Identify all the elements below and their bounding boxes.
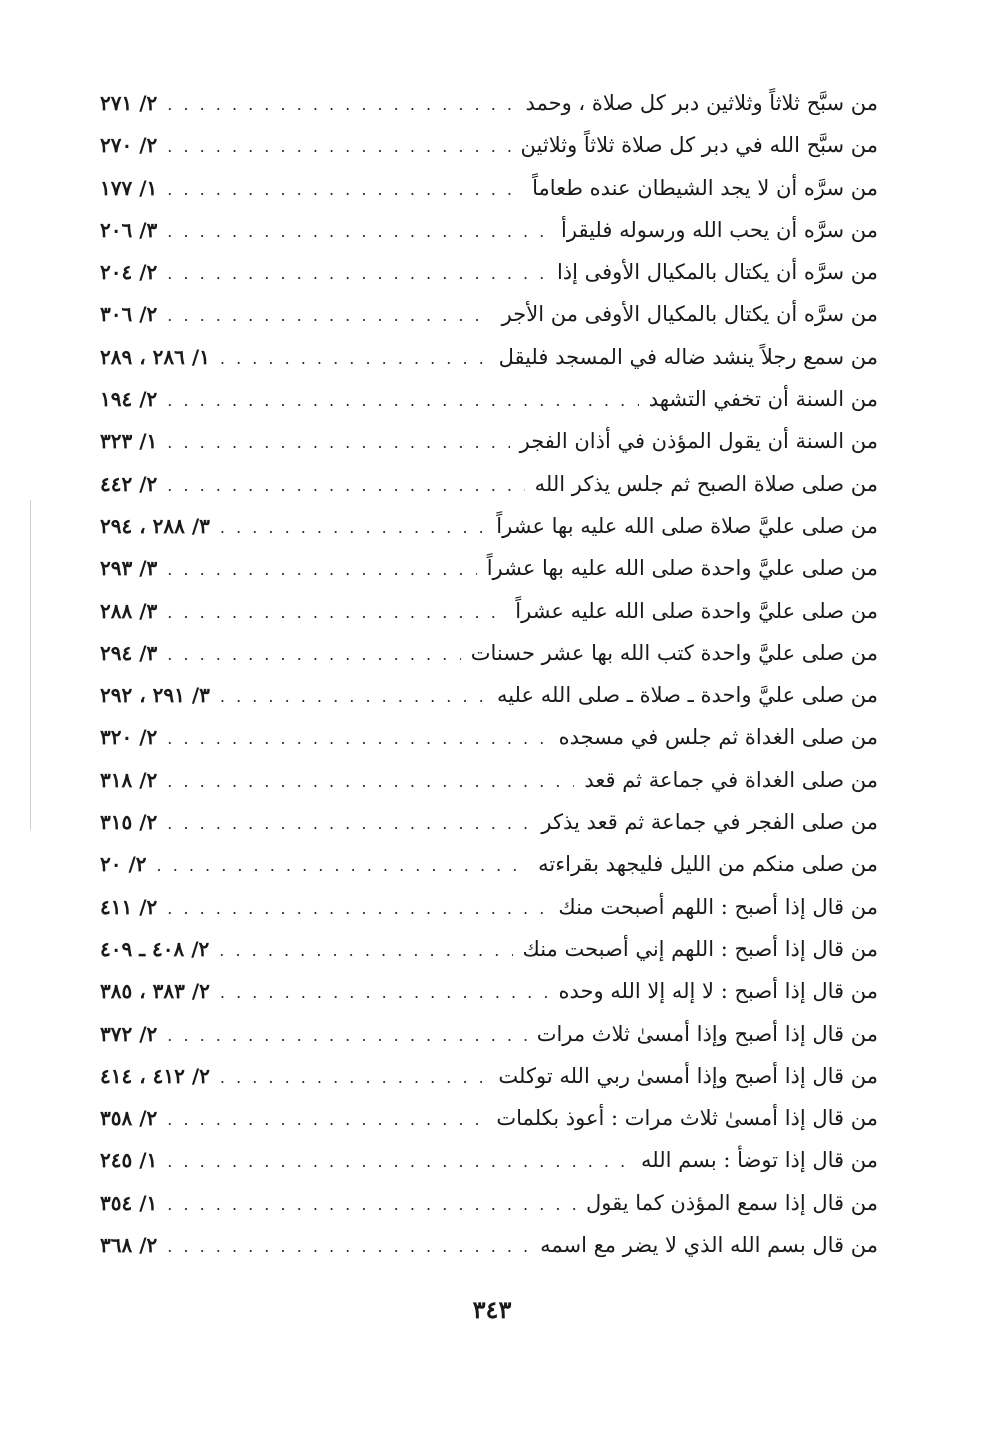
entry-reference: ١/ ٣٥٤ bbox=[100, 1190, 158, 1215]
entry-text: من صلى عليَّ صلاة صلى الله عليه بها عشراً bbox=[496, 513, 878, 538]
dot-leader bbox=[167, 761, 574, 801]
entry-reference: ١/ ٣٢٣ bbox=[100, 429, 158, 454]
index-entry bbox=[100, 1055, 878, 1097]
entry-reference: ٣/ ٢٠٦ bbox=[100, 217, 158, 242]
entry-reference: ٢/ ٣٥٨ bbox=[100, 1106, 158, 1131]
entry-reference: ٢/ ١٩٤ bbox=[100, 387, 158, 412]
entry-text: من قال إذا أصبح : اللهم إني أصبحت منك bbox=[522, 936, 878, 961]
entry-reference: ٢/ ٣٢٠ bbox=[100, 725, 158, 750]
index-entry bbox=[100, 632, 878, 674]
entry-text: من قال إذا أصبح وإذا أمسىٰ ثلاث مرات bbox=[536, 1021, 878, 1046]
index-entry bbox=[100, 547, 878, 589]
dot-leader bbox=[167, 634, 460, 674]
entry-text: من صلى الفجر في جماعة ثم قعد يذكر bbox=[541, 810, 878, 835]
page-number: ٣٤٣ bbox=[472, 1295, 512, 1324]
entry-reference: ١/ ١٧٧ bbox=[100, 175, 158, 200]
entry-text: من السنة أن تخفي التشهد bbox=[648, 387, 878, 412]
entry-reference: ٢/ ٤٤٢ bbox=[100, 471, 158, 496]
index-entry bbox=[100, 674, 878, 716]
index-entry bbox=[100, 124, 878, 166]
dot-leader bbox=[167, 1226, 530, 1266]
entry-text: من سرَّه أن يكتال بالمكيال الأوفى من الأجر bbox=[501, 302, 878, 327]
dot-leader bbox=[219, 930, 512, 970]
entry-text: من صلى عليَّ واحدة صلى الله عليه بها عشراً bbox=[486, 556, 878, 581]
index-entry bbox=[100, 886, 878, 928]
dot-leader bbox=[167, 295, 491, 335]
entry-text: من قال بسم الله الذي لا يضر مع اسمه bbox=[540, 1233, 878, 1258]
dot-leader bbox=[167, 126, 510, 166]
index-entry bbox=[100, 801, 878, 843]
entry-text: من صلى الغداة في جماعة ثم قعد bbox=[584, 767, 878, 792]
index-entry bbox=[100, 336, 878, 378]
hadith-index-list bbox=[100, 82, 878, 1266]
entry-text: من صلى صلاة الصبح ثم جلس يذكر الله bbox=[534, 471, 878, 496]
dot-leader bbox=[167, 84, 515, 124]
dot-leader bbox=[220, 338, 489, 378]
entry-text: من سرَّه أن لا يجد الشيطان عنده طعاماً bbox=[532, 175, 878, 200]
entry-text: من سبَّح الله في دبر كل صلاة ثلاثاً وثلاثين bbox=[520, 133, 878, 158]
index-entry bbox=[100, 1139, 878, 1181]
dot-leader bbox=[167, 888, 548, 928]
entry-reference: ٢/ ٣١٥ bbox=[100, 810, 158, 835]
entry-text: من صلى الغداة ثم جلس في مسجده bbox=[558, 725, 878, 750]
entry-reference: ٢/ ٣٦٨ bbox=[100, 1233, 158, 1258]
dot-leader bbox=[167, 592, 505, 632]
dot-leader bbox=[167, 1099, 486, 1139]
entry-text: من صلى عليَّ واحدة ـ صلاة ـ صلى الله عليه bbox=[496, 683, 878, 708]
entry-text: من قال إذا أصبح وإذا أمسىٰ ربي الله توكلت bbox=[498, 1063, 878, 1088]
entry-text: من صلى منكم من الليل فليجهد بقراءته bbox=[538, 852, 878, 877]
entry-reference: ٢/ ٢٧٠ bbox=[100, 133, 158, 158]
dot-leader bbox=[167, 253, 547, 293]
index-entry bbox=[100, 590, 878, 632]
index-entry bbox=[100, 378, 878, 420]
dot-leader bbox=[167, 422, 509, 462]
entry-reference: ٢/ ٤١٢ ، ٤١٤ bbox=[100, 1063, 210, 1088]
entry-reference: ٢/ ٣١٨ bbox=[100, 767, 158, 792]
entry-text: من صلى عليَّ واحدة صلى الله عليه عشراً bbox=[515, 598, 878, 623]
entry-reference: ٢/ ٤١١ bbox=[100, 894, 158, 919]
dot-leader bbox=[220, 676, 487, 716]
index-entry bbox=[100, 167, 878, 209]
dot-leader bbox=[157, 845, 529, 885]
entry-text: من قال إذا أصبح : اللهم أصبحت منك bbox=[558, 894, 878, 919]
index-entry bbox=[100, 1224, 878, 1266]
dot-leader bbox=[167, 380, 638, 420]
entry-text: من قال إذا سمع المؤذن كما يقول bbox=[585, 1190, 878, 1215]
entry-reference: ٣/ ٢٩٣ bbox=[100, 556, 158, 581]
entry-reference: ٢/ ٤٠٨ ـ ٤٠٩ bbox=[100, 936, 210, 961]
dot-leader bbox=[220, 1057, 489, 1097]
index-entry bbox=[100, 1097, 878, 1139]
gutter-line bbox=[30, 500, 31, 830]
entry-reference: ٣/ ٢٨٨ ، ٢٩٤ bbox=[100, 513, 210, 538]
dot-leader bbox=[167, 549, 476, 589]
dot-leader bbox=[167, 1184, 576, 1224]
dot-leader bbox=[167, 211, 551, 251]
entry-reference: ٢/ ٢٠ bbox=[100, 852, 147, 877]
index-entry bbox=[100, 505, 878, 547]
index-entry bbox=[100, 420, 878, 462]
entry-text: من السنة أن يقول المؤذن في أذان الفجر bbox=[519, 429, 878, 454]
entry-reference: ١/ ٢٨٦ ، ٢٨٩ bbox=[100, 344, 210, 369]
index-entry bbox=[100, 716, 878, 758]
entry-reference: ٢/ ٢٠٤ bbox=[100, 260, 158, 285]
entry-reference: ٢/ ٣٠٦ bbox=[100, 302, 158, 327]
dot-leader bbox=[220, 972, 549, 1012]
entry-reference: ٢/ ٣٧٢ bbox=[100, 1021, 158, 1046]
index-entry bbox=[100, 293, 878, 335]
dot-leader bbox=[167, 1015, 526, 1055]
entry-reference: ٣/ ٢٩١ ، ٢٩٢ bbox=[100, 683, 210, 708]
dot-leader bbox=[167, 718, 548, 758]
entry-reference: ٣/ ٢٨٨ bbox=[100, 598, 158, 623]
entry-reference: ٢/ ٢٧١ bbox=[100, 91, 158, 115]
index-entry bbox=[100, 251, 878, 293]
index-entry bbox=[100, 843, 878, 885]
entry-text: من سرَّه أن يكتال بالمكيال الأوفى إذا bbox=[556, 260, 878, 285]
index-entry bbox=[100, 970, 878, 1012]
entry-text: من سبَّح ثلاثاً وثلاثين دبر كل صلاة ، وحمد bbox=[525, 91, 878, 115]
entry-text: من قال إذا أصبح : لا إله إلا الله وحده bbox=[558, 979, 878, 1004]
index-entry bbox=[100, 759, 878, 801]
index-entry bbox=[100, 463, 878, 505]
entry-text: من قال إذا أمسىٰ ثلاث مرات : أعوذ بكلمات bbox=[496, 1106, 878, 1131]
index-entry bbox=[100, 209, 878, 251]
dot-leader bbox=[167, 465, 524, 505]
entry-text: من قال إذا توضأ : بسم الله bbox=[641, 1148, 878, 1173]
index-entry bbox=[100, 928, 878, 970]
dot-leader bbox=[220, 507, 486, 547]
index-entry bbox=[100, 1182, 878, 1224]
entry-reference: ٢/ ٣٨٣ ، ٣٨٥ bbox=[100, 979, 210, 1004]
entry-reference: ١/ ٢٤٥ bbox=[100, 1148, 158, 1173]
entry-text: من سرَّه أن يحب الله ورسوله فليقرأ bbox=[561, 217, 878, 242]
index-entry bbox=[100, 82, 878, 124]
index-entry bbox=[100, 1013, 878, 1055]
dot-leader bbox=[167, 803, 531, 843]
entry-text: من صلى عليَّ واحدة كتب الله بها عشر حسنات bbox=[470, 640, 878, 665]
dot-leader bbox=[167, 1141, 631, 1181]
entry-text: من سمع رجلاً ينشد ضاله في المسجد فليقل bbox=[498, 344, 878, 369]
entry-reference: ٣/ ٢٩٤ bbox=[100, 640, 158, 665]
dot-leader bbox=[167, 169, 522, 209]
